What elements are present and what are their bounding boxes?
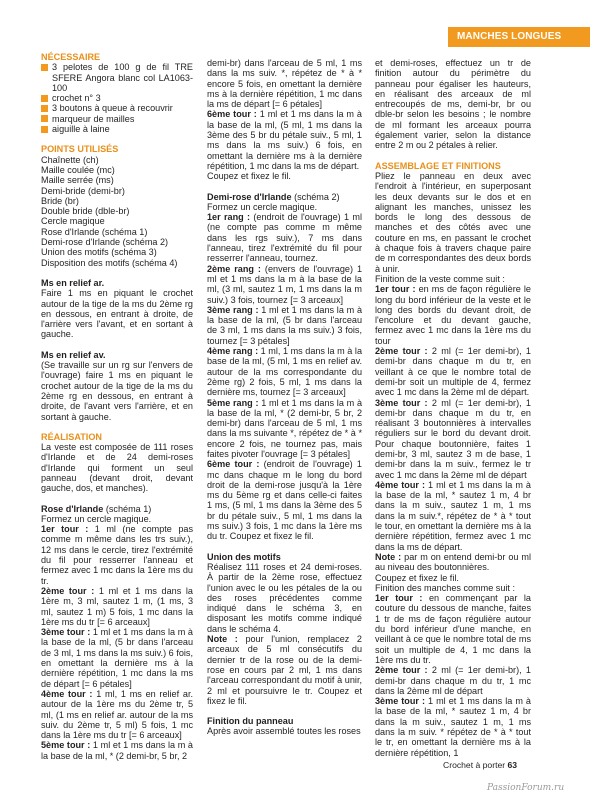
- bullet-square-icon: [41, 126, 48, 133]
- rose-end: Coupez et fixez le fil.: [207, 171, 291, 182]
- rose-round-5-cont: demi-br) dans l'arceau de 5 ml, 1 ms dans la ms suiv. *, répétez de * à * encore 5 fois, en omettant la dernière ms à la dernière répétition, 1 mc dans la ms de départ [= 6 pétales]: [207, 58, 362, 110]
- materials-list: [41, 62, 193, 134]
- assemblage-text: Pliez le panneau en deux avec l'endroit à l'intérieur, en superposant les deux devants sur le dos et en alignant les manches, unissez les bords le long des dessous de manches et des côtés avec une couture en ms, en passant le crochet à chaque fois à travers chaque paire de m correspondantes des deux bords à unir.: [375, 170, 531, 274]
- points-heading: POINTS UTILISÉS: [41, 144, 119, 155]
- veste-note: Note : par m on entend demi-br ou ml au niveau des boutonnières.: [375, 551, 531, 573]
- list-item: Disposition des motifs (schéma 4): [41, 257, 178, 268]
- union-text: Réalisez 111 roses et 24 demi-roses. À partir de la 2ème rose, effectuez l'union avec le ou les pétales de la ou des roses précédentes comme indiqué dans le schéma 3, en disposant les motifs comme indiqué dans le schéma 4.: [207, 561, 362, 634]
- assemblage-heading: ASSEMBLAGE ET FINITIONS: [375, 160, 501, 171]
- necessaire-heading: NÉCESSAIRE: [41, 52, 101, 62]
- list-item: 3 pelotes de 100 g de fil TRE SFERE Angora blanc col LA1063-100: [41, 62, 193, 93]
- bullet-square-icon: [41, 105, 48, 112]
- list-item: Cercle magique: [41, 216, 105, 227]
- rose-round-2: 2ème tour : 1 ml et 1 ms dans la 1ère m, 3 ml, sautez 1 m, (1 ms, 3 ml, sautez 1 m) 5 fois, 1 mc dans la 1ère ms du tr [= 6 arceaux]: [41, 585, 193, 627]
- watermark: PassionForum.ru: [487, 783, 565, 793]
- rose-round-6: 6ème tour : 1 ml et 1 ms dans la m à la base de la ml, (5 ml, 1 ms dans la 3ème des 5 br du pétale suiv., 5 ml, 1 ms dans la ms suiv.) 6 fois, en omettant la dernière ms à la dernière répétition, 1 mc dans la ms de départ.: [207, 109, 362, 171]
- list-item: Chaînette (ch): [41, 154, 99, 165]
- veste-finition-intro: Finition de la veste comme suit :: [375, 273, 505, 284]
- bullet-square-icon: [41, 95, 48, 102]
- bullet-square-icon: [41, 115, 48, 122]
- veste-round-2: 2ème tour : 2 ml (= 1er demi-br), 1 demi-br dans chaque m du tr, en veillant à ce que le nombre total de demi-br soit un multiple de 4, fermez avec 1 mc dans la 2ème ml de départ.: [375, 346, 531, 398]
- finition-text-cont: et demi-roses, effectuez un tr de finition autour du périmètre du panneau pour égaliser les hauteurs, en réalisant des arceaux de ml entrecoupés de ms, demi-br, br ou dble-br selon les besoins ; le nombre de ml formant les arceaux pourra également varier, selon la distance entre 2 m ou 2 pétales à relier.: [375, 58, 531, 151]
- page-footer: [443, 760, 517, 770]
- veste-end: Coupez et fixez le fil.: [375, 572, 459, 583]
- demirose-intro: Formez un cercle magique.: [207, 201, 318, 212]
- manches-round-1: 1er tour : en commençant par la couture du dessous de manche, faites 1 tr de ms de façon régulière autour du bord inférieur d'une manche, en veillant à ce que le nombre total de ms soit un multiple de 4, 1 mc dans la 1ère ms du tr.: [375, 593, 531, 665]
- list-item: crochet n° 3: [41, 93, 193, 103]
- demirose-round-6: 6ème tour : (endroit de l'ouvrage) 1 mc dans chaque m le long du bord droit de la demi-rose jusqu'à la 1ère ms du 5ème rg et dans celle-ci faites 1 ms, (5 ml, 1 ms dans la 3ème des 5 br du pétale suiv., 5 ml, 1 ms dans la ms suiv.) 3 fois, 1 mc dans la 1ère ms du tr. Coupez et fixez le fil.: [207, 459, 362, 542]
- ms-relief-ar-heading: Ms en relief ar.: [41, 277, 105, 288]
- list-item: Maille coulée (mc): [41, 164, 115, 175]
- column-1: [41, 52, 193, 761]
- column-3: [375, 58, 531, 758]
- list-item: Maille serrée (ms): [41, 175, 114, 186]
- manches-round-3: 3ème tour : 1 ml et 1 ms dans la m à la base de la ml, * sautez 1 m, 4 br dans la m suiv., sautez 1 m, 1 ms dans la m suiv. * répétez de * à * tout le tr, en omettant la dernière ms à la dernière répétition, 1: [375, 696, 531, 758]
- ms-relief-av-text: (Se travaille sur un rg sur l'envers de l'ouvrage) faire 1 ms en piquant le crochet autour de la tige de la ms du 2ème rg en dessous, en entrant à droite, de l'avant vers l'arrière, et en sortant à gauche.: [41, 360, 193, 422]
- demirose-row-2: 2ème rang : (envers de l'ouvrage) 1 ml et 1 ms dans la m à la base de la ml, (3 ml, sautez 1 m, 1 ms dans la m suiv.) 3 fois, tournez [= 3 arceaux]: [207, 263, 363, 305]
- manches-finition-intro: Finition des manches comme suit :: [375, 582, 515, 593]
- list-item: 3 boutons à queue à recouvrir: [41, 103, 193, 113]
- rose-round-5: 5ème tour : 1 ml et 1 ms dans la m à la base de la ml, * (2 demi-br, 5 br, 2: [41, 740, 193, 761]
- magazine-name: Crochet à porter: [443, 760, 508, 770]
- rose-heading: Rose d'Irlande (schéma 1): [41, 503, 152, 514]
- veste-round-4: 4ème tour : 1 ml et 1 ms dans la m à la base de la ml, * sautez 1 m, 4 br dans la m suiv., sautez 1 m, 1 ms dans la m suiv.*, répétez de * à * tout le tour, en omettant la dernière ms à la dernière répétition, fermez avec 1 mc dans la ms de départ.: [375, 479, 531, 552]
- ms-relief-av-heading: Ms en relief av.: [41, 349, 106, 360]
- column-2: [207, 58, 362, 737]
- realisation-text: La veste est composée de 111 roses d'Irlande et de 24 demi-roses d'Irlande qui forment un seul panneau (devant droit, devant gauche, dos, et manches).: [41, 442, 193, 494]
- section-tab: MANCHES LONGUES: [448, 27, 590, 47]
- rose-round-3: 3ème tour : 1 ml et 1 ms dans la m à la base de la ml, (5 br dans l'arceau de 3 ml, 1 ms dans la ms suiv.) 6 fois, en omettant la dernière ms à la dernière répétition, 1 mc dans la ms de départ [= 6 pétales]: [41, 627, 193, 689]
- list-item: Bride (br): [41, 195, 79, 206]
- stitch-list: [41, 155, 193, 268]
- finition-text: Après avoir assemblé toutes les roses: [207, 726, 361, 737]
- page-number: 63: [507, 760, 518, 770]
- ms-relief-ar-text: Faire 1 ms en piquant le crochet autour de la tige de la ms du 2ème rg en dessous, en entrant à droite, de l'arrière vers l'avant, et en sortant à gauche.: [41, 288, 193, 340]
- realisation-heading: RÉALISATION: [41, 431, 102, 442]
- rose-round-4: 4ème tour : 1 ml, 1 ms en relief ar. autour de la 1ère ms du 2ème tr, 5 ml, (1 ms en relief ar. autour de la ms suiv. du 2ème tr, 5 ml) 5 fois, 1 mc dans la 1ère ms du tr [= 6 arceaux]: [41, 688, 193, 741]
- bullet-square-icon: [41, 64, 48, 71]
- list-item: marqueur de mailles: [41, 114, 193, 124]
- demirose-row-3: 3ème rang : 1 ml et 1 ms dans la m à la base de la ml, (5 br dans l'arceau de 3 ml, 1 ms dans la ms suiv.) 3 fois, tournez [= 3 pétales]: [207, 304, 363, 346]
- list-item: Union des motifs (schéma 3): [41, 247, 157, 258]
- list-item: Double bride (dble-br): [41, 206, 130, 217]
- veste-round-3: 3ème tour : 2 ml (= 1er demi-br), 1 demi-br dans chaque m du tr, en réalisant 3 boutonnières à intervalles réguliers sur le bord du devant droit. Pour chaque boutonnière, faites 1 demi-br, 3 ml, sautez 3 m de base, 1 demi-br dans la m suiv., fermez le tr avec 1 mc dans la 2ème ml de départ: [375, 397, 531, 480]
- rose-intro: Formez un cercle magique.: [41, 513, 152, 524]
- manches-round-2: 2ème tour : 2 ml (= 1er demi-br), 1 demi-br dans chaque m du tr, 1 mc dans la 2ème ml de départ: [375, 665, 531, 696]
- rose-round-1: 1er tour : 1 ml (ne compte pas comme m même dans les trs suiv.), 12 ms dans le cercle, tirez l'extrémité du fil pour resserrer l'anneau et fermez avec 1 mc dans la 1ère ms du tr.: [41, 524, 193, 586]
- list-item: aiguille à laine: [41, 124, 193, 134]
- demirose-row-5: 5ème rang : 1 ml et 1 ms dans la m à la base de la ml, * (2 demi-br, 5 br, 2 demi-br) dans l'arceau de 5 ml, 1 ms dans la ms suivante *, répétez de * à * encore 2 fois, ne tournez pas, mais faites pivoter l'ouvrage [= 3 pétales]: [207, 397, 363, 459]
- union-note: Note : pour l'union, remplacez 2 arceaux de 5 ml consécutifs du dernier tr de la rose ou de la demi-rose en cours par 2 ml, 1 ms dans l'arceau correspondant du motif à unir, 2 ml et poursuivre le tr. Coupez et fixez le fil.: [207, 634, 362, 706]
- demirose-row-4: 4ème rang : 1 ml, 1 ms dans la m à la base de la ml, (5 ml, 1 ms en relief av. autour de la ms correspondante du 2ème rg) 2 fois, 5 ml, 1 ms dans la dernière ms, tournez [= 3 arceaux]: [207, 346, 362, 398]
- list-item: Rose d'Irlande (schéma 1): [41, 226, 148, 237]
- veste-round-1: 1er tour : en ms de façon régulière le long du bord inférieur de la veste et le long des bords du devant droit, de l'encolure et du devant gauche, fermez avec 1 mc dans la 1ère ms du tour: [375, 284, 531, 346]
- union-heading: Union des motifs: [207, 551, 281, 562]
- demirose-heading: Demi-rose d'Irlande (schéma 2): [207, 191, 340, 202]
- list-item: Demi-bride (demi-br): [41, 185, 125, 196]
- list-item: Demi-rose d'Irlande (schéma 2): [41, 237, 169, 248]
- demirose-row-1: 1er rang : (endroit de l'ouvrage) 1 ml (ne compte pas comme m même dans les rgs suiv.), 7 ms dans l'anneau, tirez l'extrémité du fil pour resserrer l'anneau, tournez.: [207, 212, 362, 264]
- finition-heading: Finition du panneau: [207, 716, 294, 727]
